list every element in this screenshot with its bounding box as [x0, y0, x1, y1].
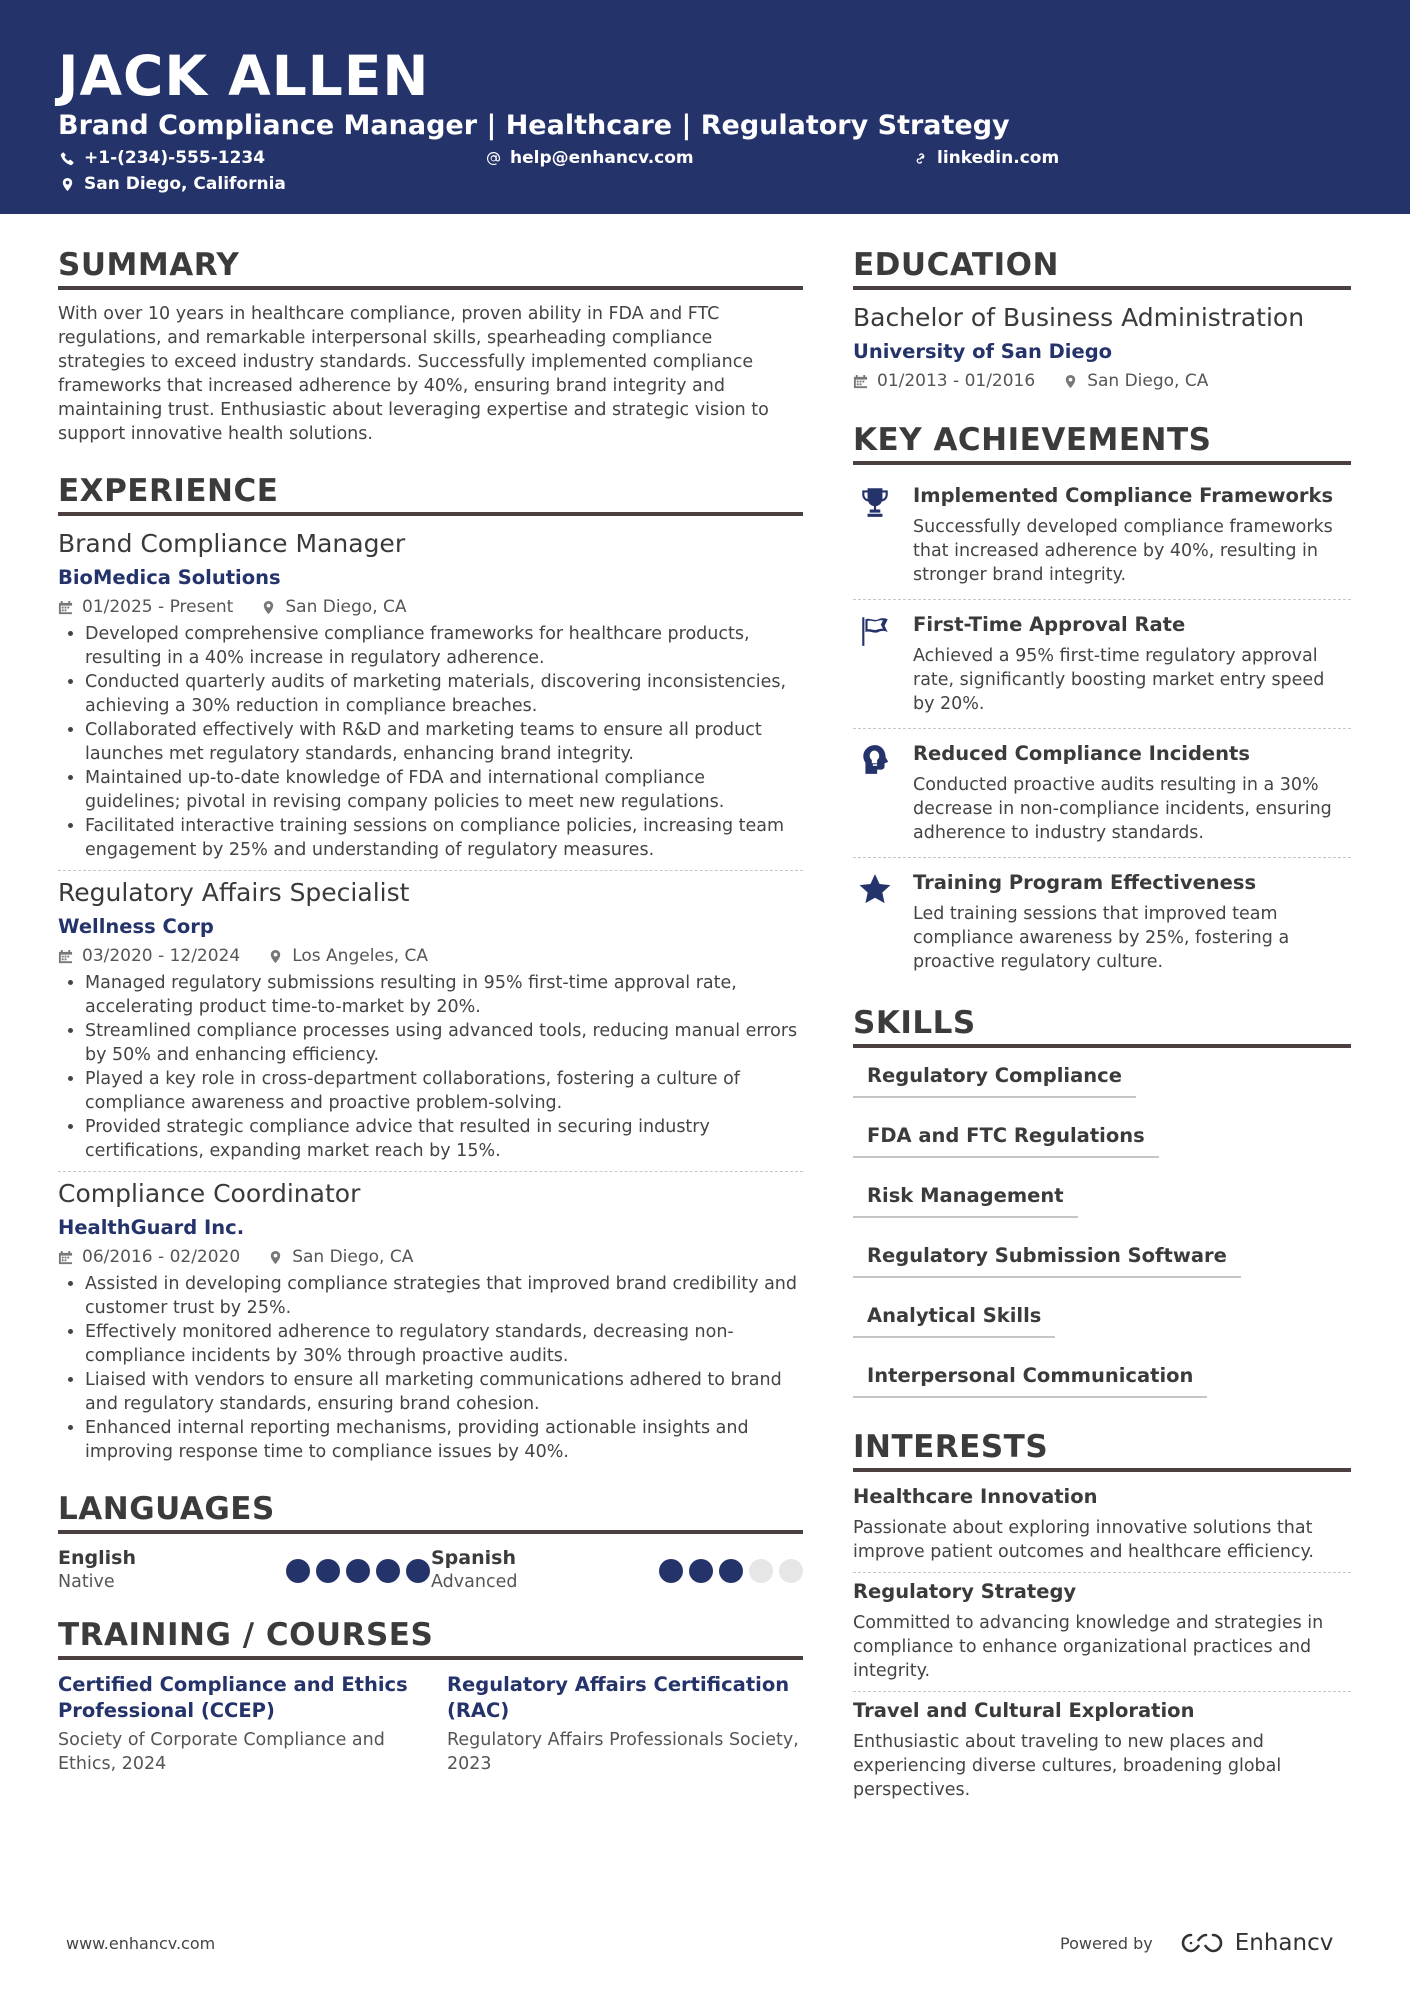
job-entry	[58, 528, 803, 862]
interest-title: Regulatory Strategy	[853, 1580, 1077, 1603]
job-dates: 03/2020 - 12/2024	[82, 946, 241, 966]
education-section	[853, 246, 1351, 393]
achievement-title: Implemented Compliance Frameworks	[913, 484, 1334, 507]
bullet-item: • Developed comprehensive compliance frameworks for healthcare products, resulting in a 40% increase in regulatory adherence.	[85, 622, 803, 670]
contact-linkedin	[913, 148, 1059, 168]
location-pin-icon	[268, 949, 283, 964]
contact-phone	[60, 148, 265, 168]
calendar-icon	[853, 374, 868, 389]
bullet-item: • Enhanced internal reporting mechanisms, providing actionable insights and improving response time to compliance issues by 40%.	[85, 1416, 803, 1464]
section-title-summary: SUMMARY	[58, 246, 803, 290]
contact-email	[486, 148, 694, 168]
achievement-item	[853, 477, 1351, 591]
skill-tag: Analytical Skills	[853, 1302, 1055, 1338]
calendar-icon	[58, 949, 73, 964]
education-location: San Diego, CA	[1087, 371, 1209, 391]
powered-by-label: Powered by	[1060, 1933, 1153, 1953]
email-address[interactable]: help@enhancv.com	[510, 148, 694, 168]
bullet-item: • Assisted in developing compliance strategies that improved brand credibility and customer trust by 25%.	[85, 1272, 803, 1320]
link-icon	[913, 151, 928, 166]
job-title: Compliance Coordinator	[58, 1179, 361, 1208]
summary-section	[58, 246, 803, 446]
resume-header	[0, 0, 1410, 214]
left-column	[58, 246, 803, 1776]
job-meta	[58, 944, 803, 968]
rating-dot	[659, 1559, 683, 1583]
job-dates: 06/2016 - 02/2020	[82, 1247, 241, 1267]
course-provider: Society of Corporate Compliance and Ethics, 2024	[58, 1730, 385, 1774]
job-meta	[58, 595, 803, 619]
section-title-languages: LANGUAGES	[58, 1490, 803, 1534]
job-title: Brand Compliance Manager	[58, 529, 406, 558]
right-column	[853, 246, 1351, 1802]
job-dates: 01/2025 - Present	[82, 597, 234, 617]
education-dates: 01/2013 - 01/2016	[877, 371, 1036, 391]
language-rating	[286, 1559, 430, 1583]
bullet-item: • Played a key role in cross-department collaborations, fostering a culture of compliance awareness and proactive problem-solving.	[85, 1067, 803, 1115]
achievement-item	[853, 864, 1351, 978]
course-provider: Regulatory Affairs Professionals Society, 2023	[447, 1730, 799, 1774]
course-item	[447, 1672, 803, 1776]
company-name: BioMedica Solutions	[58, 566, 281, 589]
course-title: Certified Compliance and Ethics Professional (CCEP)	[58, 1673, 408, 1722]
language-level: Advanced	[431, 1572, 518, 1592]
section-title-training: TRAINING / COURSES	[58, 1616, 803, 1660]
bullet-item: • Facilitated interactive training sessions on compliance policies, increasing team engagement by 25% and understanding of regulatory measures.	[85, 814, 803, 862]
interest-title: Healthcare Innovation	[853, 1485, 1098, 1508]
achievement-item	[853, 735, 1351, 849]
achievement-desc: Led training sessions that improved team compliance awareness by 25%, fostering a proactive regulatory culture.	[913, 904, 1290, 972]
divider	[853, 728, 1351, 729]
flag-icon	[858, 614, 892, 648]
skills-section	[853, 1004, 1351, 1422]
language-name: English	[58, 1547, 136, 1569]
training-section	[58, 1616, 803, 1776]
languages-section	[58, 1490, 803, 1594]
rating-dot	[346, 1559, 370, 1583]
divider	[853, 1691, 1351, 1692]
headline: Brand Compliance Manager | Healthcare | Regulatory Strategy	[58, 110, 1010, 141]
brand-name: Enhancv	[1234, 1930, 1334, 1956]
rating-dot	[316, 1559, 340, 1583]
divider	[58, 1171, 803, 1172]
section-title-education: EDUCATION	[853, 246, 1351, 290]
calendar-icon	[58, 600, 73, 615]
bullet-item: • Conducted quarterly audits of marketing materials, discovering inconsistencies, achieving a 30% reduction in compliance breaches.	[85, 670, 803, 718]
achievement-desc: Conducted proactive audits resulting in a 30% decrease in non-compliance incidents, ensuring adherence to industry standards.	[913, 775, 1332, 843]
achievement-title: Reduced Compliance Incidents	[913, 742, 1250, 765]
phone-number[interactable]: +1-(234)-555-1234	[84, 148, 266, 168]
job-location: San Diego, CA	[292, 1247, 414, 1267]
job-location: Los Angeles, CA	[292, 946, 429, 966]
enhancv-logo-icon	[1179, 1931, 1225, 1955]
interest-item	[853, 1484, 1351, 1564]
job-entry	[58, 877, 803, 1163]
interest-item	[853, 1698, 1351, 1802]
bullet-item: • Streamlined compliance processes using advanced tools, reducing manual errors by 50% and enhancing efficiency.	[85, 1019, 803, 1067]
course-title: Regulatory Affairs Certification (RAC)	[447, 1673, 790, 1722]
skill-tag: Risk Management	[853, 1182, 1078, 1218]
location-pin-icon	[268, 1250, 283, 1265]
divider	[58, 870, 803, 871]
rating-dot	[286, 1559, 310, 1583]
achievement-title: Training Program Effectiveness	[913, 871, 1257, 894]
rating-dot	[406, 1559, 430, 1583]
footer-website[interactable]: www.enhancv.com	[66, 1934, 216, 1953]
section-title-achievements: KEY ACHIEVEMENTS	[853, 421, 1351, 465]
divider	[853, 599, 1351, 600]
footer-branding	[1060, 1930, 1333, 1956]
rating-dot	[779, 1559, 803, 1583]
interest-desc: Passionate about exploring innovative solutions that improve patient outcomes and healthcare efficiency.	[853, 1518, 1314, 1562]
bullet-item: • Effectively monitored adherence to regulatory standards, decreasing non-compliance incidents by 30% through proactive audits.	[85, 1320, 803, 1368]
bullet-item: • Collaborated effectively with R&D and marketing teams to ensure all product launches met regulatory standards, enhancing brand integrity.	[85, 718, 803, 766]
section-title-skills: SKILLS	[853, 1004, 1351, 1048]
school-name: University of San Diego	[853, 340, 1113, 363]
rating-dot	[689, 1559, 713, 1583]
interest-desc: Enthusiastic about traveling to new places and experiencing diverse cultures, broadening global perspectives.	[853, 1732, 1282, 1800]
interests-section	[853, 1428, 1351, 1802]
company-name: Wellness Corp	[58, 915, 214, 938]
divider	[853, 1572, 1351, 1573]
skill-tag: FDA and FTC Regulations	[853, 1122, 1159, 1158]
star-icon	[858, 872, 892, 906]
achievement-desc: Successfully developed compliance frameworks that increased adherence by 40%, resulting in stronger brand integrity.	[913, 517, 1333, 585]
trophy-icon	[858, 485, 892, 519]
candidate-name: JACK ALLEN	[58, 44, 430, 108]
achievements-section	[853, 421, 1351, 978]
education-meta	[853, 369, 1351, 393]
skill-tag: Interpersonal Communication	[853, 1362, 1207, 1398]
section-title-interests: INTERESTS	[853, 1428, 1351, 1472]
location-text: San Diego, California	[84, 174, 286, 194]
bullet-item: • Provided strategic compliance advice that resulted in securing industry certifications, expanding market reach by 15%.	[85, 1115, 803, 1163]
job-location: San Diego, CA	[285, 597, 407, 617]
skill-tag: Regulatory Compliance	[853, 1062, 1136, 1098]
rating-dot	[376, 1559, 400, 1583]
location-pin-icon	[1063, 374, 1078, 389]
bullet-item: • Managed regulatory submissions resulting in 95% first-time approval rate, accelerating product time-to-market by 20%.	[85, 971, 803, 1019]
job-bullets	[58, 971, 803, 1163]
section-title-experience: EXPERIENCE	[58, 472, 803, 516]
calendar-icon	[58, 1250, 73, 1265]
job-bullets	[58, 1272, 803, 1464]
course-item	[58, 1672, 414, 1776]
divider	[853, 857, 1351, 858]
rating-dot	[719, 1559, 743, 1583]
brand-logo[interactable]	[1179, 1930, 1334, 1956]
head-idea-icon	[858, 743, 892, 777]
at-icon	[486, 151, 501, 166]
achievement-desc: Achieved a 95% first-time regulatory approval rate, significantly boosting market entry speed by 20%.	[913, 646, 1325, 714]
interest-item	[853, 1579, 1351, 1683]
language-item	[58, 1546, 430, 1594]
degree: Bachelor of Business Administration	[853, 303, 1305, 332]
job-meta	[58, 1245, 803, 1269]
achievement-item	[853, 606, 1351, 720]
skill-tag: Regulatory Submission Software	[853, 1242, 1241, 1278]
location-pin-icon	[261, 600, 276, 615]
bullet-item: • Liaised with vendors to ensure all marketing communications adhered to brand and regulatory standards, ensuring brand cohesion.	[85, 1368, 803, 1416]
achievement-title: First-Time Approval Rate	[913, 613, 1186, 636]
job-title: Regulatory Affairs Specialist	[58, 878, 410, 907]
summary-text: With over 10 years in healthcare compliance, proven ability in FDA and FTC regulations, and remarkable interpersonal skills, spearheading compliance strategies to exceed industry standards. Successfully implemented compliance frameworks that increased adherence by 40%, ensuring brand integrity and maintaining trust. Enthusiastic about leveraging expertise and strategic vision to support innovative health solutions.	[58, 304, 769, 444]
bullet-item: • Maintained up-to-date knowledge of FDA and international compliance guidelines; pivotal in revising company policies to meet new regulations.	[85, 766, 803, 814]
experience-section	[58, 472, 803, 1464]
interest-desc: Committed to advancing knowledge and strategies in compliance to enhance organizational practices and integrity.	[853, 1613, 1324, 1681]
language-rating	[659, 1559, 803, 1583]
interest-title: Travel and Cultural Exploration	[853, 1699, 1195, 1722]
job-bullets	[58, 622, 803, 862]
contact-location	[60, 174, 286, 194]
phone-icon	[60, 151, 75, 166]
company-name: HealthGuard Inc.	[58, 1216, 245, 1239]
location-pin-icon	[60, 177, 75, 192]
job-entry	[58, 1178, 803, 1464]
language-level: Native	[58, 1572, 115, 1592]
rating-dot	[749, 1559, 773, 1583]
language-name: Spanish	[431, 1547, 516, 1569]
linkedin-link[interactable]: linkedin.com	[937, 148, 1060, 168]
language-item	[431, 1546, 803, 1594]
